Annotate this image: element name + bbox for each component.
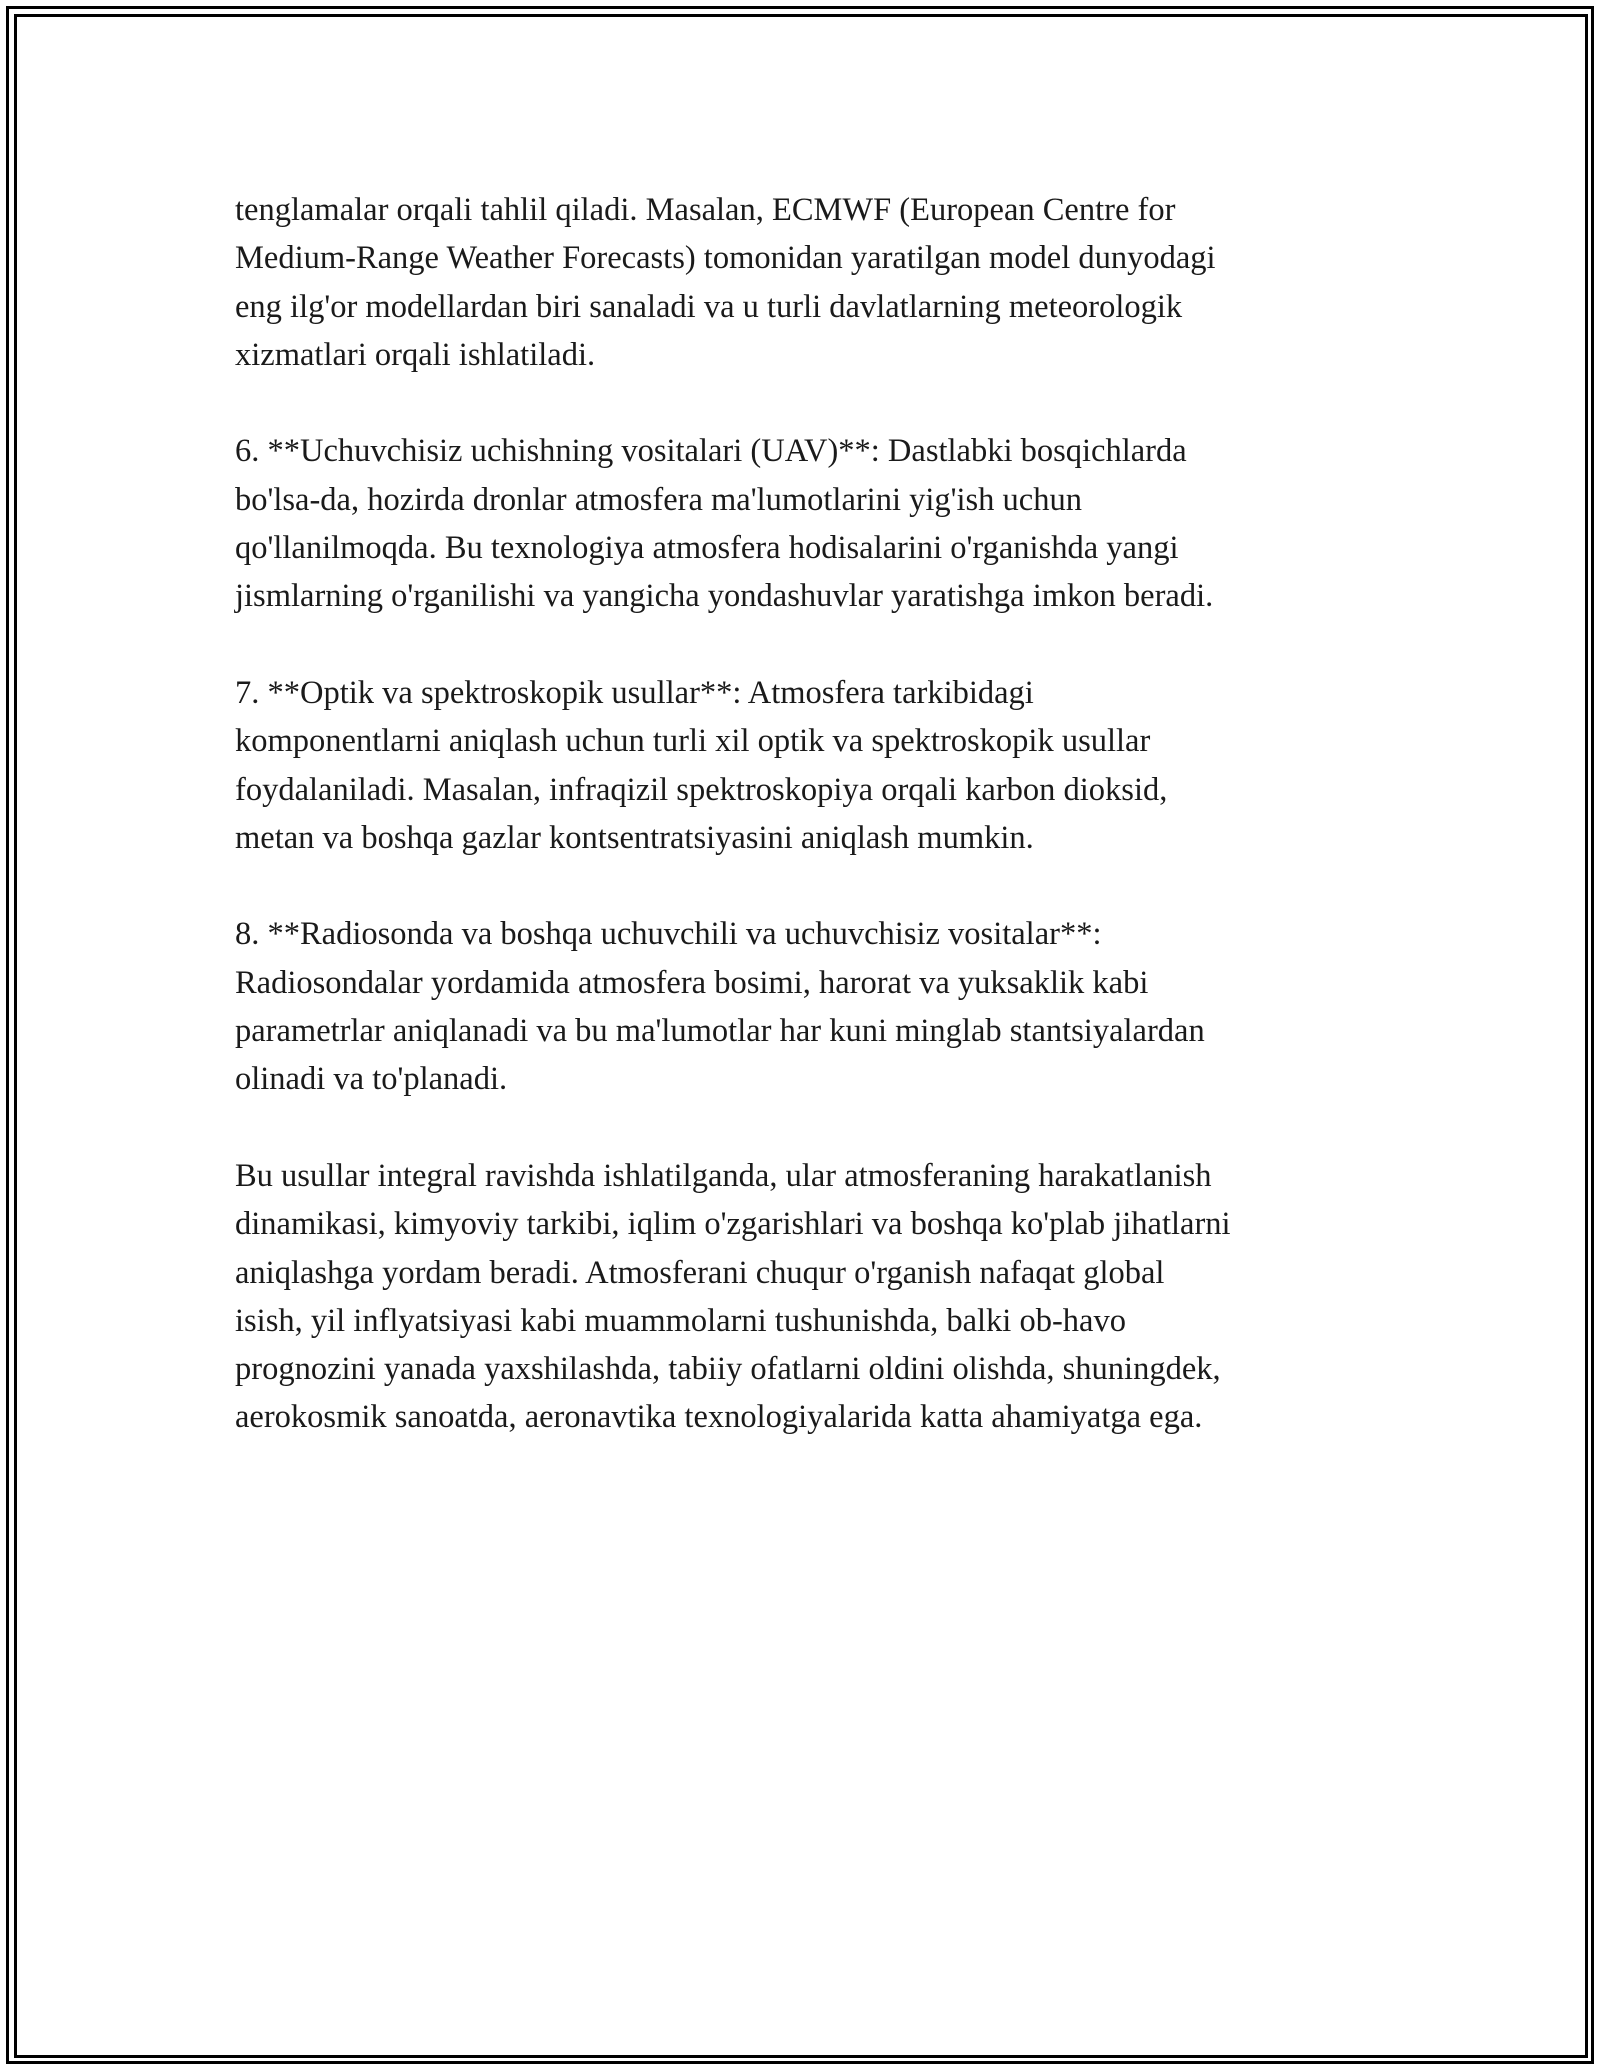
text-line: prognozini yanada yaxshilashda, tabiiy ofatlarni oldini olishda, shuningdek, <box>235 1351 1221 1388</box>
text-line: eng ilg'or modellardan biri sanaladi va u turli davlatlarning meteorologik <box>235 288 1183 325</box>
text-line: bo'lsa-da, hozirda dronlar atmosfera ma'lumotlarini yig'ish uchun <box>235 481 1082 518</box>
paragraph-item-6 <box>235 427 1375 620</box>
text-line: Radiosondalar yordamida atmosfera bosimi, harorat va yuksaklik kabi <box>235 964 1149 1001</box>
text-line: tenglamalar orqali tahlil qiladi. Masalan, ECMWF (European Centre for <box>235 192 1176 228</box>
text-line: Medium-Range Weather Forecasts) tomonidan yaratilgan model dunyodagi <box>235 240 1216 277</box>
text-line: metan va boshqa gazlar kontsentratsiyasini aniqlash mumkin. <box>235 819 1034 856</box>
text-line: komponentlarni aniqlash uchun turli xil optik va spektroskopik usullar <box>235 723 1151 760</box>
text-line: xizmatlari orqali ishlatiladi. <box>235 336 596 373</box>
paragraph-conclusion <box>235 1152 1375 1442</box>
paragraph-spacer <box>235 621 1375 669</box>
text-line: jismlarning o'rganilishi va yangicha yondashuvlar yaratishga imkon beradi. <box>235 578 1214 615</box>
document-body <box>235 186 1375 1442</box>
paragraph-spacer <box>235 1104 1375 1152</box>
paragraph-item-7 <box>235 669 1375 862</box>
text-line: Bu usullar integral ravishda ishlatilganda, ular atmosferaning harakatlanish <box>235 1157 1212 1194</box>
text-line: 8. **Radiosonda va boshqa uchuvchili va uchuvchisiz vositalar**: <box>235 916 1102 953</box>
text-line: olinadi va to'planadi. <box>235 1061 508 1098</box>
text-line: dinamikasi, kimyoviy tarkibi, iqlim o'zgarishlari va boshqa ko'plab jihatlarni <box>235 1206 1231 1243</box>
text-line: qo'llanilmoqda. Bu texnologiya atmosfera hodisalarini o'rganishda yangi <box>235 530 1179 567</box>
text-line: 7. **Optik va spektroskopik usullar**: Atmosfera tarkibidagi <box>235 674 1034 711</box>
text-line: 6. **Uchuvchisiz uchishning vositalari (UAV)**: Dastlabki bosqichlarda <box>235 433 1187 470</box>
text-line: aniqlashga yordam beradi. Atmosferani chuqur o'rganish nafaqat global <box>235 1254 1165 1291</box>
paragraph-intro-continuation <box>235 186 1375 379</box>
text-line: aerokosmik sanoatda, aeronavtika texnologiyalarida katta ahamiyatga ega. <box>235 1399 1203 1436</box>
text-line: isish, yil inflyatsiyasi kabi muammolarni tushunishda, balki ob-havo <box>235 1302 1126 1339</box>
paragraph-spacer <box>235 379 1375 427</box>
text-line: parametrlar aniqlanadi va bu ma'lumotlar har kuni minglab stantsiyalardan <box>235 1013 1205 1050</box>
paragraph-item-8 <box>235 910 1375 1103</box>
paragraph-spacer <box>235 862 1375 910</box>
text-line: foydalaniladi. Masalan, infraqizil spektroskopiya orqali karbon dioksid, <box>235 771 1168 808</box>
